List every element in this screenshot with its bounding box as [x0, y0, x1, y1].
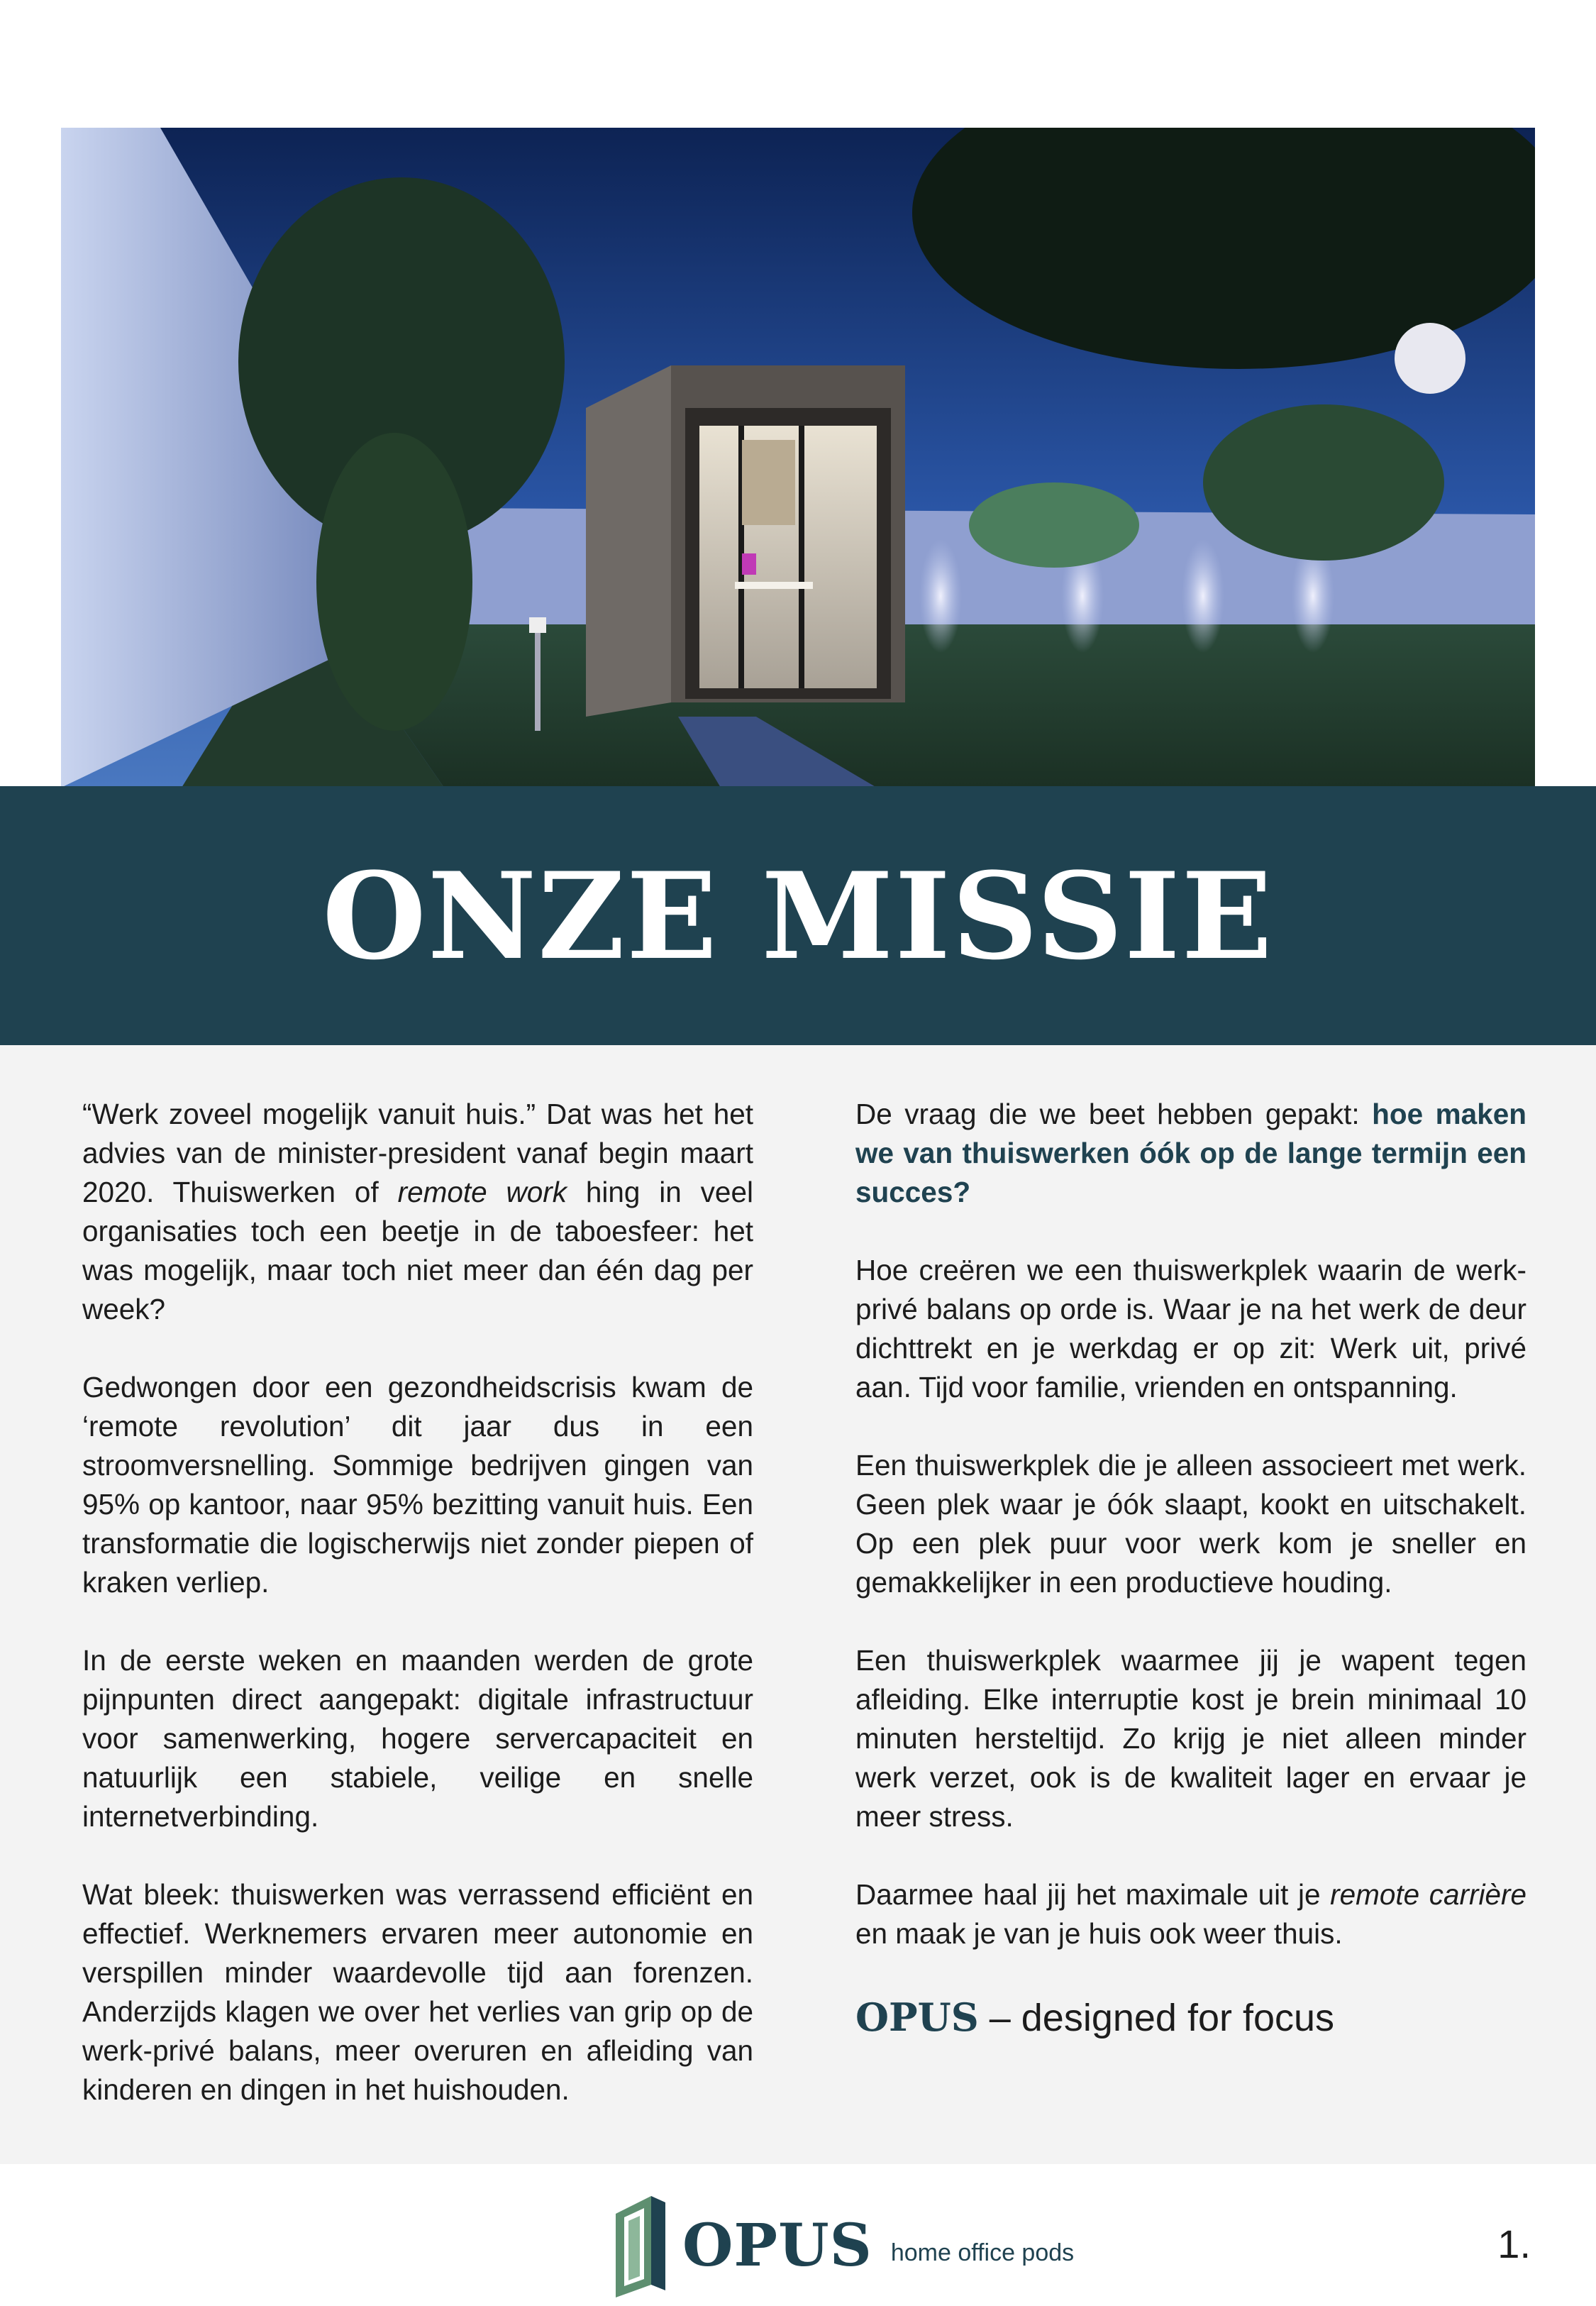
paragraph: Een thuiswerkplek waarmee jij je wapent tegen afleiding. Elke interruptie kost je brein minimaal 10 minuten hersteltijd. Zo krijg je niet alleen minder werk verzet, ook is de kwaliteit lager en ervaar je meer stress.	[855, 1644, 1526, 1833]
footer	[0, 2164, 1596, 2306]
paragraph: Gedwongen door een gezondheidscrisis kwam de ‘remote revolution’ dit jaar dus in een stroomversnelling. Sommige bedrijven gingen van 95% op kantoor, naar 95% bezitting vanuit huis. Een transformatie die logischerwijs niet zonder piepen of kraken verliep.	[82, 1371, 753, 1599]
paragraph	[855, 1875, 1526, 1953]
paragraph-text: en maak je van je huis ook weer thuis.	[855, 1917, 1343, 1950]
paragraph	[82, 1095, 753, 1329]
paragraph-text: Daarmee haal jij het maximale uit je	[855, 1878, 1331, 1911]
page-number: 1.	[1497, 2222, 1531, 2266]
paragraph: Hoe creëren we een thuiswerkplek waarin de werk-privé balans op orde is. Waar je na het werk de deur dichttrekt en je werkdag er op zit: Werk uit, privé aan. Tijd voor familie, vrienden en ontspanning.	[855, 1254, 1526, 1403]
tagline-text: – designed for focus	[978, 1997, 1335, 2039]
night-garden-office-pod-photo	[61, 128, 1535, 788]
left-column	[82, 1095, 753, 2148]
emphasis-text: remote carrière	[1330, 1878, 1526, 1911]
tagline-brand: OPUS	[855, 1995, 979, 2040]
content-section	[0, 1045, 1596, 2164]
paragraph-text: De vraag die we beet hebben gepakt:	[855, 1098, 1373, 1130]
highlight-question: hoe maken we van thuiswerken óók op de lange termijn een succes?	[855, 1098, 1526, 1208]
paragraph: In de eerste weken en maanden werden de grote pijnpunten direct aangepakt: digitale infrastructuur voor samenwerking, hogere servercapaciteit en natuurlijk een stabiele, veilige en snelle internetverbinding.	[82, 1644, 753, 1833]
logo-subtitle: home office pods	[890, 2239, 1075, 2266]
title-band	[0, 786, 1596, 1045]
pod-door-icon	[609, 2192, 670, 2299]
paragraph: Wat bleek: thuiswerken was verrassend efficiënt en effectief. Werknemers ervaren meer autonomie en verspillen minder waardevolle tijd aan forenzen. Anderzijds klagen we over het verlies van grip op de werk-privé balans, meer overuren en afleiding van kinderen en dingen in het huishouden.	[82, 1878, 753, 2106]
page-title: ONZE MISSIE	[322, 845, 1274, 986]
opus-logo	[609, 2192, 1074, 2299]
paragraph	[855, 1095, 1526, 1212]
right-column	[855, 1095, 1526, 2082]
logo-wordmark: OPUS	[682, 2212, 872, 2280]
paragraph-text: hing in veel organisaties toch een beetje in de taboesfeer: het was mogelijk, maar toch niet meer dan één dag per week?	[82, 1176, 753, 1325]
hero-image	[61, 128, 1535, 788]
emphasis-text: remote work	[397, 1176, 567, 1208]
paragraph-text: “Werk zoveel mogelijk vanuit huis.” Dat was het het advies van de minister-president vanaf begin maart 2020. Thuiswerken of	[82, 1098, 753, 1208]
tagline	[855, 1992, 1526, 2043]
paragraph: Een thuiswerkplek die je alleen associeert met werk. Geen plek waar je óók slaapt, kookt en uitschakelt. Op een plek puur voor werk kom je sneller en gemakkelijker in een productieve houding.	[855, 1449, 1526, 1599]
